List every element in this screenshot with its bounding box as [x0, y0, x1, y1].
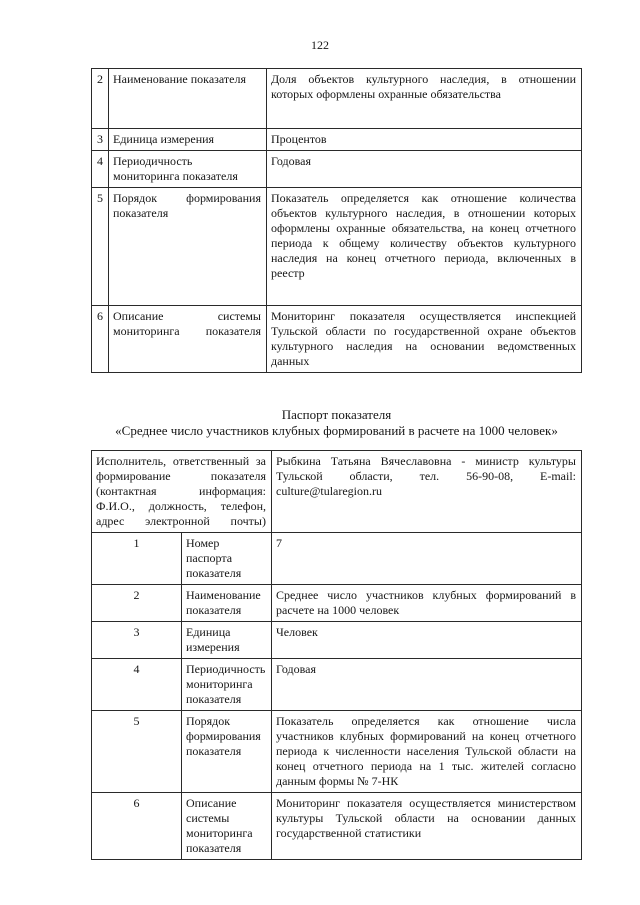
passport-title: Паспорт показателя — [281, 407, 392, 422]
row-number: 5 — [92, 188, 109, 306]
table-row — [92, 306, 582, 373]
row-number: 3 — [92, 622, 182, 659]
row-number: 5 — [92, 711, 182, 793]
row-number: 2 — [92, 69, 109, 129]
row-label: Периодичность мониторинга показателя — [109, 151, 267, 188]
table-row — [92, 585, 582, 622]
executor-label: Исполнитель, ответственный за формирование показателя (контактная информация: Ф.И.О., должность, телефон, адрес электронной почты) — [92, 451, 272, 533]
row-label: Наименование показателя — [182, 585, 272, 622]
page-number: 122 — [311, 38, 329, 52]
row-number: 4 — [92, 659, 182, 711]
row-value: Человек — [272, 622, 582, 659]
row-number: 4 — [92, 151, 109, 188]
executor-value: Рыбкина Татьяна Вячеславовна - министр культуры Тульской области, тел. 56-90-08, E-mail: culture@tularegion.ru — [272, 451, 582, 533]
table-row — [92, 793, 582, 860]
passport-subtitle: «Среднее число участников клубных формирований в расчете на 1000 человек» — [115, 423, 558, 438]
row-value: Мониторинг показателя осуществляется инспекцией Тульской области по государственной охране объектов культурного наследия на основании ведомственных данных — [267, 306, 582, 373]
table-row — [92, 188, 582, 306]
row-label: Единица измерения — [109, 129, 267, 151]
row-value: Показатель определяется как отношение количества объектов культурного наследия, в отношении которых оформлены охранные обязательства, на конец отчетного периода к общему количеству объектов культурного наследия на конец отчетного периода, включенных в реестр — [267, 188, 582, 306]
row-value: Показатель определяется как отношение числа участников клубных формирований на конец отчетного периода к численности населения Тульской области на конец отчетного периода на 1 тыс. жителей согласно данным формы № 7-НК — [272, 711, 582, 793]
row-number: 1 — [92, 533, 182, 585]
row-value: Годовая — [267, 151, 582, 188]
row-value: Доля объектов культурного наследия, в отношении которых оформлены охранные обязательства — [267, 69, 582, 129]
table-row — [92, 659, 582, 711]
indicator-passport-table-7 — [91, 450, 582, 860]
row-label: Периодичность мониторинга показателя — [182, 659, 272, 711]
row-number: 6 — [92, 306, 109, 373]
table-row — [92, 533, 582, 585]
table-row — [92, 69, 582, 129]
table-row — [92, 622, 582, 659]
table-row — [92, 129, 582, 151]
row-label: Описание системы мониторинга показателя — [109, 306, 267, 373]
row-number: 6 — [92, 793, 182, 860]
row-label: Наименование показателя — [109, 69, 267, 129]
row-value: 7 — [272, 533, 582, 585]
row-number: 2 — [92, 585, 182, 622]
table-row — [92, 451, 582, 533]
row-value: Среднее число участников клубных формирований в расчете на 1000 человек — [272, 585, 582, 622]
row-value: Процентов — [267, 129, 582, 151]
indicator-table-6 — [91, 68, 582, 373]
table-row — [92, 151, 582, 188]
row-label: Описание системы мониторинга показателя — [182, 793, 272, 860]
row-value: Мониторинг показателя осуществляется министерством культуры Тульской области на основании данных государственной статистики — [272, 793, 582, 860]
row-value: Годовая — [272, 659, 582, 711]
passport-heading — [91, 407, 582, 439]
row-number: 3 — [92, 129, 109, 151]
table-row — [92, 711, 582, 793]
row-label: Порядок формирования показателя — [109, 188, 267, 306]
row-label: Порядок формирования показателя — [182, 711, 272, 793]
row-label: Единица измерения — [182, 622, 272, 659]
row-label: Номер паспорта показателя — [182, 533, 272, 585]
